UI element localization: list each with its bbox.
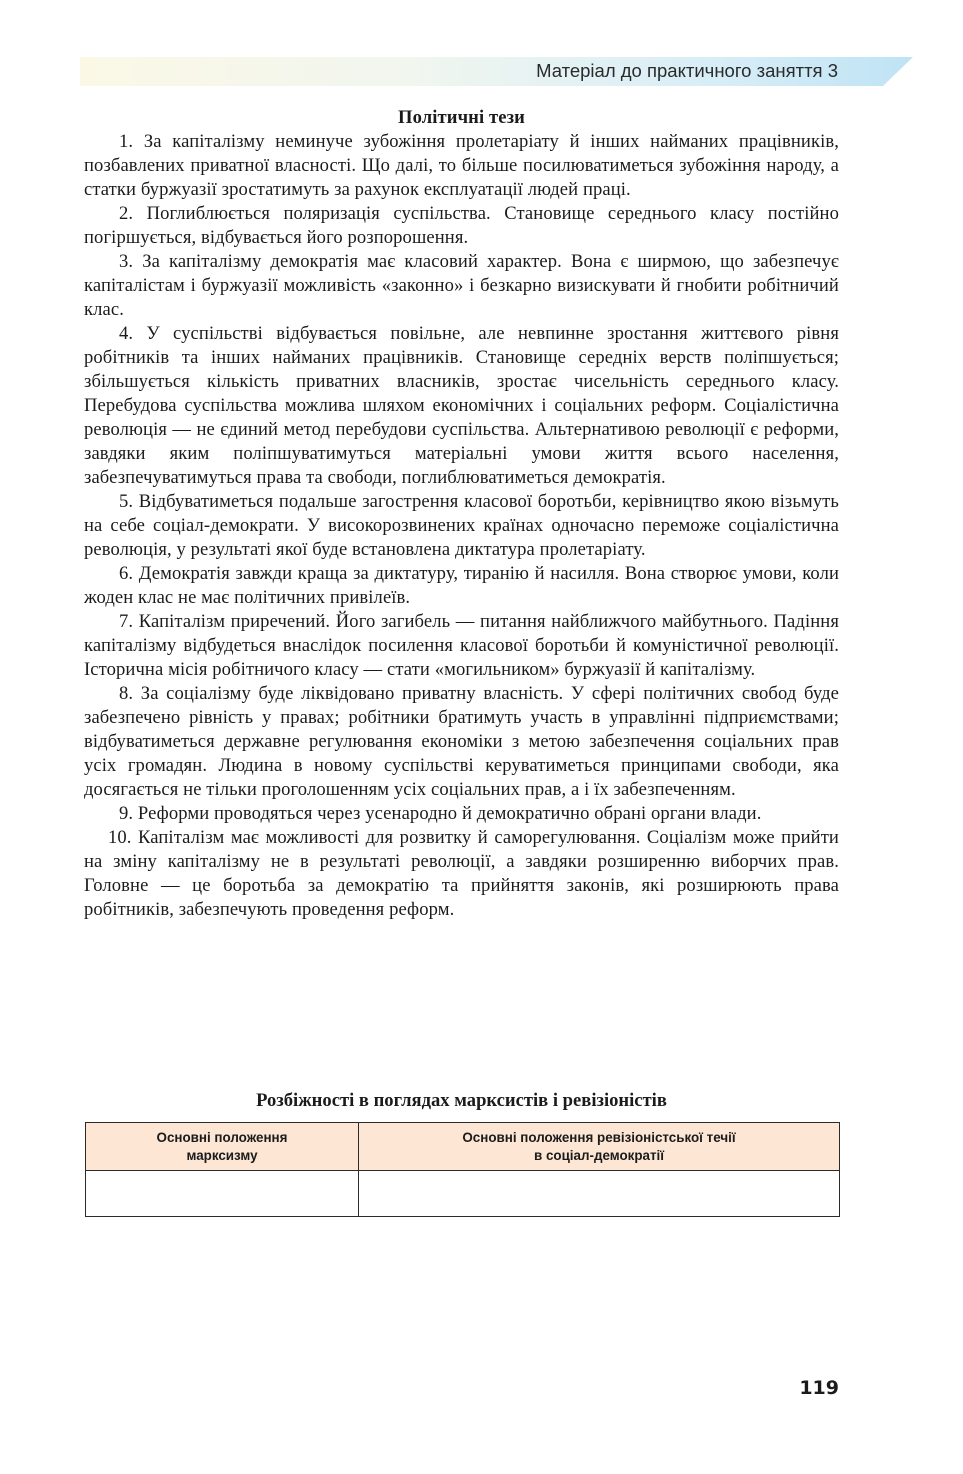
thesis-paragraph: 9. Реформи проводяться через усенародно й демократично обрані органи влади. (119, 803, 762, 824)
column-header-revisionism (359, 1123, 840, 1171)
thesis-paragraph: 5. Відбуватиметься подальше загострення класової боротьби, керівництво якою візьмуть на себе соціал-демократи. У високорозвинених країнах одночасно переможе соціалістична революція, у результаті якої буде встановлена диктатура пролетаріату. (84, 491, 839, 560)
thesis-paragraph: 2. Поглиблюється поляризація суспільства. Становище середнього класу постійно погіршується, відбувається його розпорошення. (84, 203, 839, 248)
thesis-paragraph: 4. У суспільстві відбувається повільне, але невпинне зростання життєвого рівня робітників та інших найманих працівників. Становище середніх верств поліпшується; збільшується кількість приватних власників, зростає чисельність середнього класу. Перебудова суспільства можлива шляхом економічних і соціальних реформ. Соціалістична революція — не єдиний метод перебудови суспільства. Альтернативою революції є реформи, завдяки яким поліпшуватимуться матеріальні умови життя всього населення, забезпечуватимуться права та свободи, поглиблюватиметься демократія. (84, 323, 839, 488)
thesis-paragraph: 6. Демократія завжди краща за диктатуру, тиранію й насилля. Вона створює умови, коли жоден клас не має політичних привілеїв. (84, 563, 839, 608)
main-content (84, 106, 839, 922)
running-header-title: Матеріал до практичного заняття 3 (536, 60, 838, 81)
column-header-line: Основні положення (156, 1129, 288, 1145)
thesis-paragraph: 3. За капіталізму демократія має класовий характер. Вона є ширмою, що забезпечує капіталістам і буржуазії можливість «законно» і безкарно визискувати й гнобити робітничий клас. (84, 251, 839, 320)
thesis-paragraph: 10. Капіталізм має можливості для розвитку й саморегулювання. Соціалізм може прийти на зміну капіталізму не в результаті революції, а завдяки розширенню виборчих прав. Головне — це боротьба за демократію та прийняття законів, які розширюють права робітників, забезпечують проведення реформ. (84, 827, 839, 920)
page-number: 119 (799, 1377, 839, 1399)
thesis-paragraph: 7. Капіталізм приречений. Його загибель — питання найближчого майбутнього. Падіння капіталізму відбудеться внаслідок посилення класової боротьби й комуністичної революції. Історична місія робітничого класу — стати «могильником» буржуазії й капіталізму. (84, 611, 839, 680)
column-header-line: марксизму (186, 1147, 258, 1163)
comparison-table (85, 1122, 840, 1217)
table-cell-marxism-answer[interactable] (86, 1171, 359, 1217)
table-cell-revisionism-answer[interactable] (359, 1171, 840, 1217)
column-header-line: в соціал-демократії (534, 1147, 664, 1163)
section-heading: Політичні тези (398, 107, 525, 128)
column-header-line: Основні положення ревізіоністської течії (462, 1129, 736, 1145)
table-row (86, 1171, 840, 1217)
table-title: Розбіжності в поглядах марксистів і ревізіоністів (256, 1090, 667, 1111)
thesis-paragraph: 8. За соціалізму буде ліквідовано приватну власність. У сфері політичних свобод буде забезпечено рівність у правах; робітники братимуть участь в управлінні підприємствами; відбуватиметься державне регулювання економіки з метою забезпечення соціальних прав усіх громадян. Людина в новому суспільстві керуватиметься принципами свободи, яка досягається не тільки проголошенням усіх соціальних прав, а і їх забезпеченням. (84, 683, 839, 800)
column-header-marxism (86, 1123, 359, 1171)
thesis-paragraph: 1. За капіталізму неминуче зубожіння пролетаріату й інших найманих працівників, позбавлених приватної власності. Що далі, то більше посилюватиметься зубожіння народу, а статки буржуазії зростатимуть за рахунок експлуатації людей праці. (84, 131, 839, 200)
table-header-row (86, 1123, 840, 1171)
